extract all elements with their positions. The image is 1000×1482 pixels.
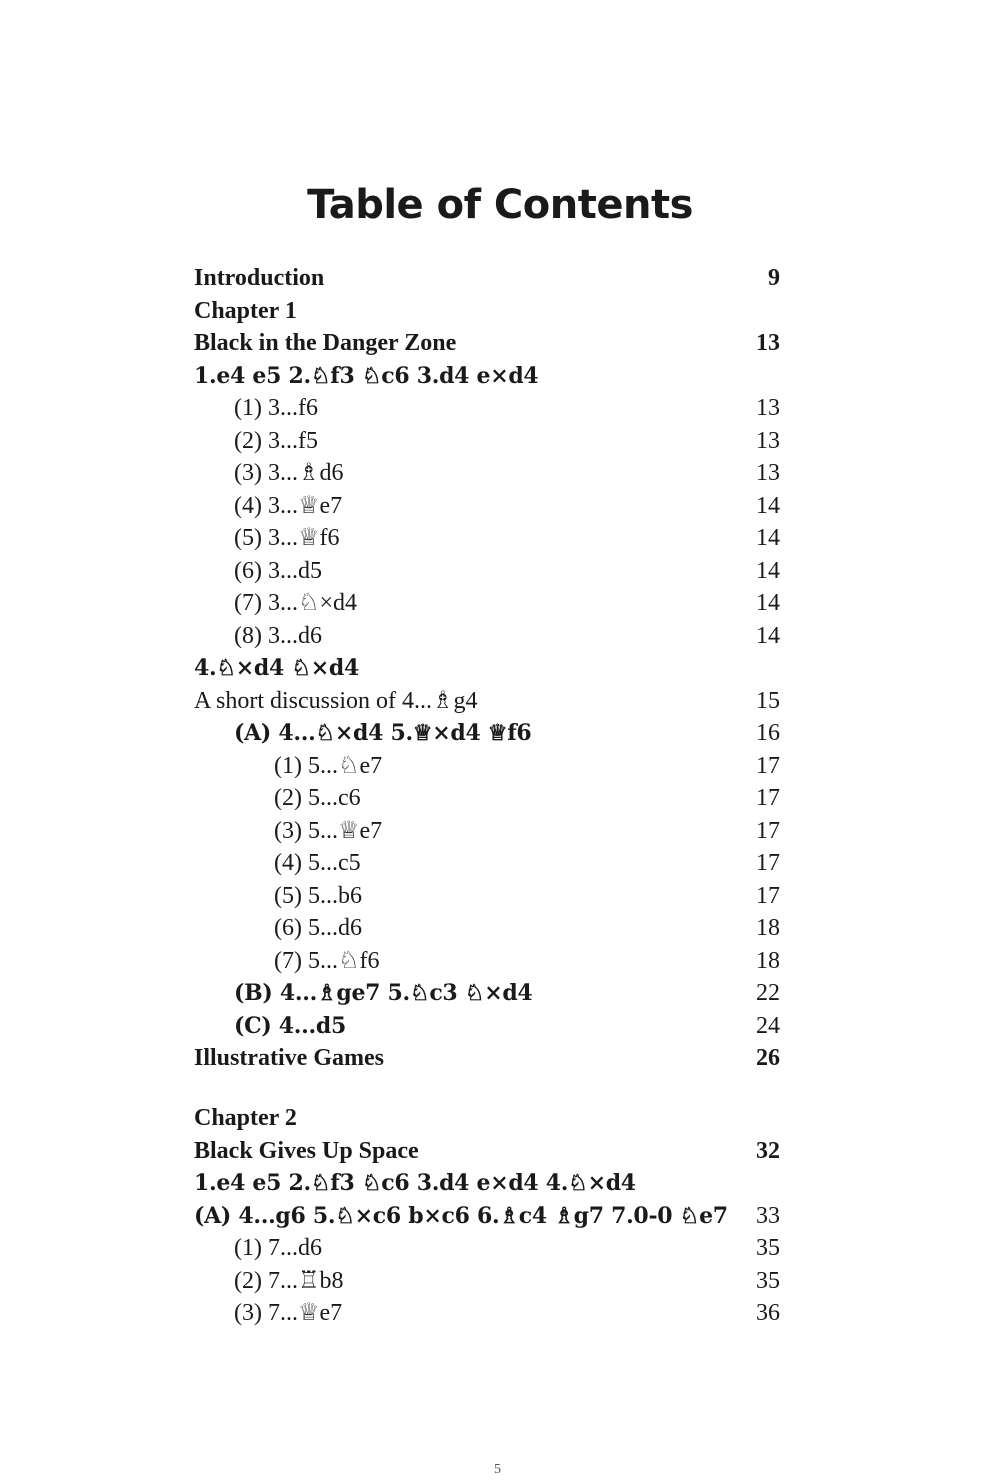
table-of-contents [194, 262, 780, 1330]
toc-entry[interactable] [194, 1265, 780, 1298]
toc-entry-page: 13 [756, 395, 780, 421]
toc-entry-title: 4.♘×d4 ♘×d4 [194, 655, 360, 681]
toc-entry-title: (6) 3...d5 [234, 557, 322, 584]
toc-entry[interactable] [194, 587, 780, 620]
toc-entry[interactable] [194, 392, 780, 425]
toc-entry-page: 17 [756, 850, 780, 876]
toc-entry-page: 14 [756, 590, 780, 616]
toc-entry-title: (2) 3...f5 [234, 427, 318, 454]
toc-entry[interactable] [194, 1200, 780, 1233]
toc-entry-page: 35 [756, 1235, 780, 1261]
toc-entry-page: 24 [756, 1012, 780, 1039]
toc-entry-title: Chapter 1 [194, 297, 297, 324]
toc-entry[interactable] [194, 815, 780, 848]
toc-entry-page: 14 [756, 557, 780, 584]
toc-entry-page: 14 [756, 622, 780, 649]
toc-entry-page: 18 [756, 947, 780, 974]
toc-entry-title: (3) 3...♗d6 [234, 460, 344, 486]
toc-entry[interactable] [194, 1042, 780, 1102]
toc-entry-title: (3) 5...♕e7 [274, 817, 383, 844]
toc-entry-page: 14 [756, 525, 780, 551]
toc-entry-title: Black Gives Up Space [194, 1137, 419, 1164]
toc-entry[interactable] [194, 1297, 780, 1330]
toc-entry[interactable] [194, 522, 780, 555]
toc-entry[interactable] [194, 880, 780, 913]
toc-entry-title: (5) 5...b6 [274, 882, 362, 909]
toc-entry-title: A short discussion of 4...♗g4 [194, 687, 478, 714]
toc-entry-title: (1) 5...♘e7 [274, 752, 383, 779]
toc-entry[interactable] [194, 977, 780, 1010]
toc-entry-page: 13 [756, 330, 780, 356]
toc-entry-page: 9 [768, 265, 780, 291]
toc-entry[interactable] [194, 555, 780, 588]
toc-entry-title: (1) 3...f6 [234, 395, 318, 421]
toc-entry-page: 18 [756, 915, 780, 941]
toc-entry[interactable] [194, 1102, 780, 1135]
toc-entry-page: 17 [756, 882, 780, 909]
toc-entry-page: 15 [756, 687, 780, 714]
toc-entry[interactable] [194, 1135, 780, 1168]
page-number: 5 [494, 1462, 501, 1477]
toc-entry-title: 1.e4 e5 2.♘f3 ♘c6 3.d4 e×d4 4.♘×d4 [194, 1170, 636, 1196]
toc-entry[interactable] [194, 782, 780, 815]
toc-entry-title: (4) 5...c5 [274, 850, 361, 876]
toc-entry-title: Illustrative Games [194, 1045, 384, 1071]
toc-entry[interactable] [194, 1167, 780, 1200]
toc-entry-page: 33 [756, 1202, 780, 1229]
page-title: Table of Contents [307, 182, 693, 228]
toc-entry-title: (5) 3...♕f6 [234, 525, 340, 551]
toc-entry-title: (B) 4...♗ge7 5.♘c3 ♘×d4 [234, 980, 533, 1006]
toc-entry[interactable] [194, 912, 780, 945]
toc-entry-title: (C) 4...d5 [234, 1012, 346, 1039]
toc-entry-page: 16 [756, 720, 780, 746]
toc-entry-title: Chapter 2 [194, 1105, 297, 1131]
toc-entry[interactable] [194, 490, 780, 523]
toc-entry-page: 36 [756, 1300, 780, 1326]
toc-entry-page: 13 [756, 460, 780, 486]
toc-entry[interactable] [194, 847, 780, 880]
toc-entry[interactable] [194, 685, 780, 718]
toc-entry[interactable] [194, 652, 780, 685]
toc-entry-title: 1.e4 e5 2.♘f3 ♘c6 3.d4 e×d4 [194, 362, 539, 389]
toc-entry[interactable] [194, 457, 780, 490]
toc-entry-title: (8) 3...d6 [234, 622, 322, 649]
toc-entry-title: (2) 7...♖b8 [234, 1267, 344, 1294]
toc-entry[interactable] [194, 717, 780, 750]
toc-entry-title: (7) 5...♘f6 [274, 947, 380, 974]
toc-entry[interactable] [194, 750, 780, 783]
toc-entry-title: Black in the Danger Zone [194, 330, 457, 356]
toc-entry-page: 17 [756, 785, 780, 811]
toc-entry-page: 22 [756, 980, 780, 1006]
toc-entry-title: (A) 4...♘×d4 5.♕×d4 ♕f6 [234, 720, 532, 746]
toc-entry-title: (4) 3...♕e7 [234, 492, 343, 519]
toc-entry-title: (2) 5...c6 [274, 785, 361, 811]
toc-entry[interactable] [194, 945, 780, 978]
toc-entry[interactable] [194, 295, 780, 328]
toc-entry-title: (A) 4...g6 5.♘×c6 b×c6 6.♗c4 ♗g7 7.0-0 ♘e7 [194, 1202, 728, 1229]
toc-entry[interactable] [194, 425, 780, 458]
toc-entry-title: (7) 3...♘×d4 [234, 590, 358, 616]
toc-entry-title: (6) 5...d6 [274, 915, 362, 941]
toc-entry-title: (1) 7...d6 [234, 1235, 322, 1261]
toc-entry-page: 35 [756, 1267, 780, 1294]
toc-entry-title: Introduction [194, 265, 325, 291]
toc-entry[interactable] [194, 360, 780, 393]
toc-entry-page: 17 [756, 752, 780, 779]
toc-entry-page: 26 [756, 1045, 780, 1071]
toc-entry[interactable] [194, 1232, 780, 1265]
toc-entry[interactable] [194, 1010, 780, 1043]
toc-entry[interactable] [194, 620, 780, 653]
toc-entry-page: 32 [756, 1137, 780, 1164]
toc-entry-title: (3) 7...♕e7 [234, 1300, 343, 1326]
toc-entry-page: 14 [756, 492, 780, 519]
toc-entry[interactable] [194, 262, 780, 295]
toc-entry-page: 17 [756, 817, 780, 844]
toc-entry[interactable] [194, 327, 780, 360]
toc-entry-page: 13 [756, 427, 780, 454]
